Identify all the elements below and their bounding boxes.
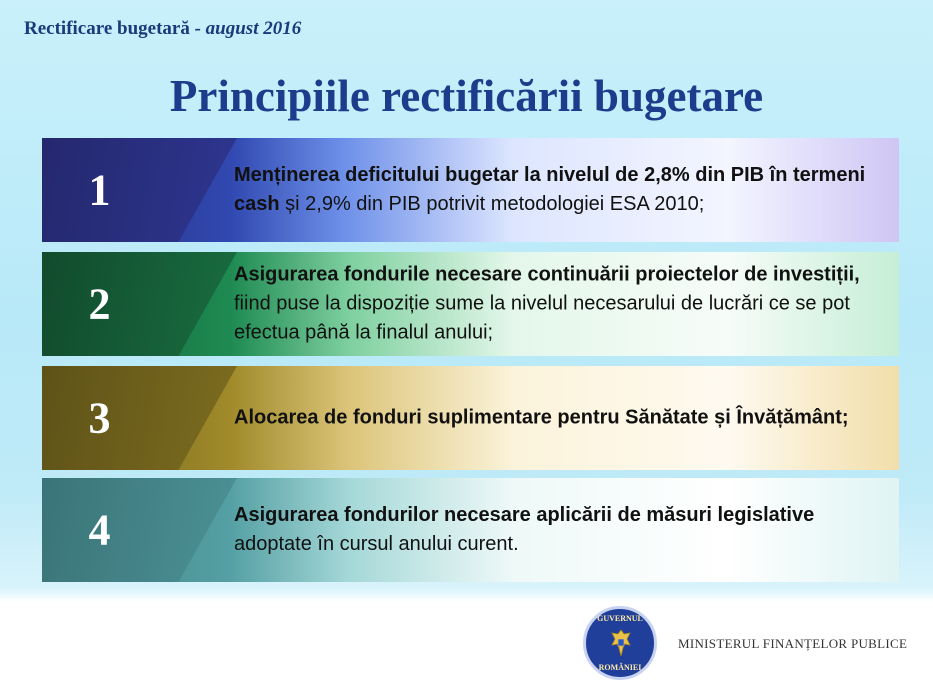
item-text-rest: fiind puse la dispoziție sume la nivelul necesarului de lucrări ce se pot efectua până la finalul anului;: [234, 292, 850, 344]
item-text: [234, 404, 893, 433]
page-title: Principiile rectificării bugetare: [169, 71, 764, 121]
principle-item-4: [42, 478, 899, 582]
item-number: 1: [88, 165, 111, 215]
logo-text-top: GUVERNUL: [597, 614, 643, 623]
item-text: [234, 261, 893, 348]
item-number: 4: [88, 505, 111, 555]
item-text-bold: Menținerea deficitului bugetar la nivelul de 2,8% din PIB în termeni cash: [234, 164, 866, 215]
principle-item-3: [42, 366, 899, 470]
header-title: Rectificare bugetară: [24, 18, 190, 39]
header-label: [24, 18, 301, 40]
item-text-rest: adoptate în cursul anului curent.: [234, 533, 519, 555]
item-text-bold: Asigurarea fondurilor necesare aplicării de măsuri legislative: [234, 504, 815, 526]
ministry-name: MINISTERUL FINANȚELOR PUBLICE: [678, 636, 908, 651]
principle-item-2: [42, 252, 899, 356]
item-text-bold: Alocarea de fonduri suplimentare pentru Sănătate și Învățământ;: [234, 406, 849, 429]
item-text-rest: și 2,9% din PIB potrivit metodologiei ESA 2010;: [279, 193, 705, 215]
principle-item-1: [42, 138, 899, 242]
header-date: august 2016: [205, 18, 302, 39]
item-text-bold: Asigurarea fondurile necesare continuării proiectelor de investiții,: [234, 263, 860, 286]
item-number: 3: [88, 393, 111, 443]
item-number: 2: [88, 279, 111, 329]
government-seal-logo: [583, 606, 657, 680]
header-separator: -: [194, 18, 201, 39]
item-text: [234, 161, 893, 219]
eagle-crest-icon: [610, 629, 632, 657]
item-text: [234, 501, 893, 559]
logo-text-bottom: ROMÂNIEI: [598, 663, 642, 672]
